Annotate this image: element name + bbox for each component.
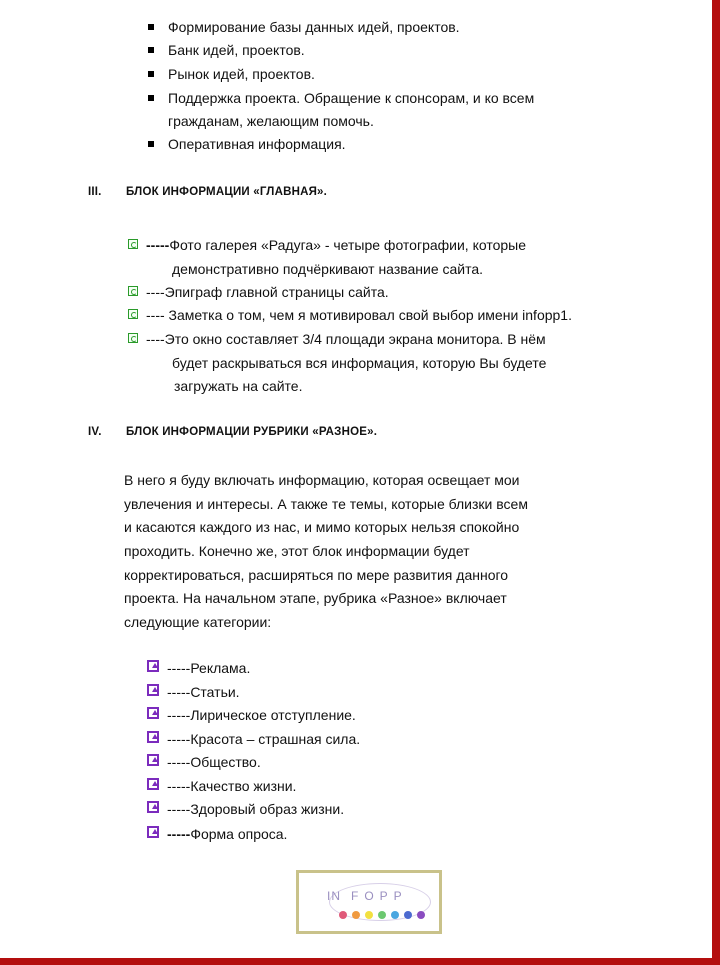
up-arrow-icon: [147, 778, 159, 790]
logo-dot: [352, 911, 360, 919]
list-item: [146, 306, 572, 324]
logo-dot: [378, 911, 386, 919]
item-text: Это окно составляет 3/4 площади экрана монитора. В нём: [164, 331, 546, 347]
bullet-square-icon: [148, 47, 154, 53]
list-item: [167, 730, 360, 748]
item-dash: -----: [167, 826, 191, 842]
logo-suffix: FOPP: [351, 889, 408, 903]
refresh-icon: [128, 333, 138, 343]
up-arrow-icon: [147, 707, 159, 719]
item-text: Общество.: [190, 754, 261, 770]
list-item: [167, 825, 287, 843]
bullet-text: Оперативная информация.: [168, 136, 346, 152]
item-text: Заметка о том, чем я мотивировал свой выбор имени infopp1.: [164, 307, 572, 323]
paragraph-line: В него я буду включать информацию, которая освещает мои: [124, 472, 520, 488]
up-arrow-icon: [147, 801, 159, 813]
refresh-icon: [128, 309, 138, 319]
section-number: III.: [88, 186, 102, 198]
list-item: [167, 777, 296, 795]
logo-dot: [417, 911, 425, 919]
item-dash: -----: [167, 684, 191, 700]
item-dash: -----: [146, 237, 170, 253]
item-text: Эпиграф главной страницы сайта.: [164, 284, 389, 300]
list-item: [167, 706, 356, 724]
item-dash: ----: [146, 331, 165, 347]
bullet-square-icon: [148, 141, 154, 147]
section-title: БЛОК ИНФОРМАЦИИ «ГЛАВНАЯ».: [126, 186, 328, 198]
item-text: Красота – страшная сила.: [190, 731, 361, 747]
item-text: Статьи.: [190, 684, 240, 700]
bullet-text-cont: гражданам, желающим помочь.: [168, 113, 374, 129]
item-text: Фото галерея «Радуга» - четыре фотографии, которые: [169, 237, 527, 253]
item-dash: -----: [167, 707, 191, 723]
logo-dot: [404, 911, 412, 919]
refresh-icon: [128, 286, 138, 296]
paragraph-line: и касаются каждого из нас, и мимо которых нельзя спокойно: [124, 519, 520, 535]
infopp-logo: [296, 870, 442, 934]
item-text: Лирическое отступление.: [190, 707, 356, 723]
bullet-square-icon: [148, 71, 154, 77]
list-item: [146, 236, 526, 254]
item-dash: -----: [167, 731, 191, 747]
item-dash: -----: [167, 778, 191, 794]
up-arrow-icon: [147, 731, 159, 743]
list-item: [167, 659, 250, 677]
paragraph-line: увлечения и интересы. А также те темы, которые близки всем: [124, 496, 528, 512]
bullet-square-icon: [148, 95, 154, 101]
item-text: Качество жизни.: [190, 778, 297, 794]
section-title: БЛОК ИНФОРМАЦИИ РУБРИКИ «РАЗНОЕ».: [126, 426, 378, 438]
logo-text: [327, 889, 408, 903]
item-text: Здоровый образ жизни.: [190, 801, 345, 817]
logo-dot: [365, 911, 373, 919]
item-text: Реклама.: [190, 660, 251, 676]
item-text-cont: будет раскрываться вся информация, которую Вы будете: [172, 355, 547, 371]
item-text-cont: демонстративно подчёркивают название сайта.: [172, 261, 484, 277]
up-arrow-icon: [147, 684, 159, 696]
bullet-text: Банк идей, проектов.: [168, 42, 305, 58]
list-item: [167, 800, 344, 818]
up-arrow-icon: [147, 826, 159, 838]
item-text: Форма опроса.: [190, 826, 288, 842]
item-dash: -----: [167, 754, 191, 770]
item-dash: ----: [146, 284, 165, 300]
logo-dot: [391, 911, 399, 919]
item-dash: -----: [167, 801, 191, 817]
logo-prefix: IN: [327, 889, 341, 903]
paragraph-line: следующие категории:: [124, 614, 272, 630]
bullet-text: Формирование базы данных идей, проектов.: [168, 19, 460, 35]
paragraph-line: проекта. На начальном этапе, рубрика «Разное» включает: [124, 590, 507, 606]
list-item: [167, 683, 240, 701]
paragraph-line: корректироваться, расширяться по мере развития данного: [124, 567, 509, 583]
bullet-square-icon: [148, 24, 154, 30]
list-item: [146, 330, 546, 348]
bullet-text: Рынок идей, проектов.: [168, 66, 315, 82]
item-dash: ----: [146, 307, 165, 323]
section-number: IV.: [88, 426, 102, 438]
refresh-icon: [128, 239, 138, 249]
logo-dot: [339, 911, 347, 919]
paragraph-line: проходить. Конечно же, этот блок информации будет: [124, 543, 470, 559]
up-arrow-icon: [147, 660, 159, 672]
up-arrow-icon: [147, 754, 159, 766]
item-dash: -----: [167, 660, 191, 676]
item-text-cont: загружать на сайте.: [174, 378, 303, 394]
list-item: [146, 283, 389, 301]
list-item: [167, 753, 261, 771]
bullet-text: Поддержка проекта. Обращение к спонсорам, и ко всем: [168, 90, 535, 106]
